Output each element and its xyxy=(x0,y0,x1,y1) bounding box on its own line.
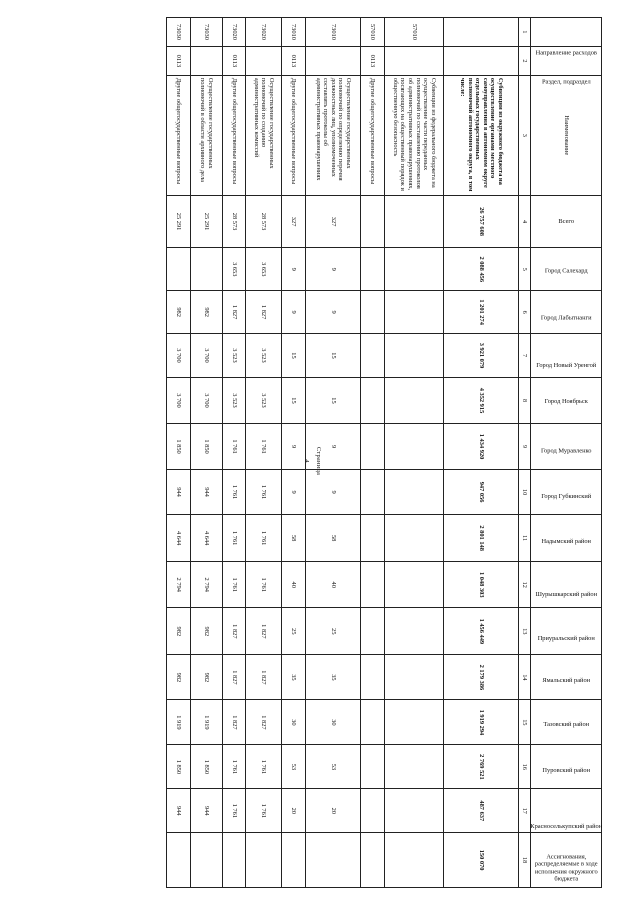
column-header-label: Город Салехард xyxy=(544,267,588,275)
amount-cell: 1 827 xyxy=(222,700,245,745)
amount-cell xyxy=(384,424,444,470)
column-header-12 xyxy=(531,562,602,608)
amount-cell: 25 291 xyxy=(167,195,191,248)
column-number: 16 xyxy=(519,745,531,789)
table-body xyxy=(167,18,519,888)
amount-cell: 20 xyxy=(305,789,360,833)
amount-cell: 9 xyxy=(305,424,360,470)
header-numbers-row xyxy=(519,18,531,888)
amount-cell: 1 761 xyxy=(222,562,245,608)
budget-table xyxy=(166,17,602,888)
amount-cell: 944 xyxy=(190,789,222,833)
amount-cell: 9 xyxy=(282,291,305,334)
amount-cell: 1 761 xyxy=(246,424,282,470)
column-header-18 xyxy=(531,833,602,888)
column-header-label: Раздел, подраздел xyxy=(541,78,591,86)
item-name-cell: Другие общегосударственные вопросы xyxy=(167,75,191,195)
expense-code-cell: 57010 xyxy=(361,18,384,47)
amount-cell: 1 761 xyxy=(222,470,245,515)
amount-cell xyxy=(384,655,444,700)
amount-cell: 1 827 xyxy=(246,291,282,334)
amount-cell: 327 xyxy=(305,195,360,248)
amount-cell: 40 xyxy=(282,562,305,608)
amount-cell: 4 644 xyxy=(190,515,222,562)
column-number: 10 xyxy=(519,470,531,515)
amount-cell: 35 xyxy=(305,655,360,700)
column-header-label: Ямальский район xyxy=(542,677,590,685)
column-header-label: Направление расходов xyxy=(535,49,597,57)
amount-cell xyxy=(222,833,245,888)
amount-cell: 53 xyxy=(282,745,305,789)
section-code-cell xyxy=(246,46,282,75)
amount-cell: 15 xyxy=(282,334,305,378)
table-row xyxy=(222,18,245,888)
amount-cell: 2 801 148 xyxy=(444,515,519,562)
amount-cell: 4 644 xyxy=(167,515,191,562)
amount-cell: 1 761 xyxy=(246,515,282,562)
amount-cell: 28 573 xyxy=(222,195,245,248)
amount-cell: 58 xyxy=(305,515,360,562)
column-header-3 xyxy=(531,75,602,195)
amount-cell: 9 xyxy=(282,424,305,470)
expense-code-cell: 73020 xyxy=(222,18,245,47)
amount-cell: 1 761 xyxy=(222,789,245,833)
amount-cell xyxy=(384,562,444,608)
column-header-6 xyxy=(531,291,602,334)
section-code-cell: 0113 xyxy=(361,46,384,75)
column-number: 17 xyxy=(519,789,531,833)
amount-cell xyxy=(361,424,384,470)
table-row xyxy=(361,18,384,888)
section-code-cell xyxy=(190,46,222,75)
column-number: 11 xyxy=(519,515,531,562)
amount-cell xyxy=(384,291,444,334)
column-header-label: Город Новый Уренгой xyxy=(536,362,597,370)
column-number: 4 xyxy=(519,195,531,248)
amount-cell xyxy=(361,700,384,745)
amount-cell: 944 xyxy=(190,470,222,515)
amount-cell: 9 xyxy=(305,291,360,334)
amount-cell: 25 xyxy=(282,608,305,655)
column-header-label: Надымский район xyxy=(541,538,591,546)
amount-cell: 1 761 xyxy=(246,470,282,515)
amount-cell: 1 827 xyxy=(222,291,245,334)
amount-cell xyxy=(361,789,384,833)
column-header-16 xyxy=(531,745,602,789)
amount-cell: 1 048 303 xyxy=(444,562,519,608)
amount-cell: 944 xyxy=(167,470,191,515)
column-number: 2 xyxy=(519,46,531,75)
expense-code-cell: 73010 xyxy=(305,18,360,47)
column-header-14 xyxy=(531,655,602,700)
amount-cell xyxy=(361,195,384,248)
column-number: 6 xyxy=(519,291,531,334)
amount-cell: 3 653 xyxy=(246,248,282,291)
table-row xyxy=(384,18,444,888)
column-header-1 xyxy=(531,18,602,57)
amount-cell xyxy=(361,745,384,789)
expense-code-cell xyxy=(444,18,519,47)
amount-cell: 2 794 xyxy=(190,562,222,608)
amount-cell xyxy=(361,291,384,334)
column-header-11 xyxy=(531,515,602,562)
table-header xyxy=(519,18,602,888)
column-header-8 xyxy=(531,377,602,423)
amount-cell: 1 201 274 xyxy=(444,291,519,334)
column-header-10 xyxy=(531,470,602,515)
page-number: Страница 4 xyxy=(303,446,322,476)
expense-code-cell: 73010 xyxy=(282,18,305,47)
amount-cell: 1 850 xyxy=(190,745,222,789)
amount-cell xyxy=(167,833,191,888)
amount-cell: 9 xyxy=(305,470,360,515)
amount-cell: 53 xyxy=(305,745,360,789)
amount-cell: 15 xyxy=(305,377,360,423)
column-header-label: Ассигнования, распределяемые в ходе исполнения окружного бюджета xyxy=(534,853,598,883)
amount-cell: 1 761 xyxy=(246,789,282,833)
amount-cell: 3 523 xyxy=(222,334,245,378)
amount-cell xyxy=(361,470,384,515)
amount-cell: 26 757 608 xyxy=(444,195,519,248)
amount-cell xyxy=(384,195,444,248)
amount-cell xyxy=(384,470,444,515)
column-header-label: Пуровский район xyxy=(542,767,590,775)
amount-cell xyxy=(167,248,191,291)
amount-cell: 1 850 xyxy=(167,424,191,470)
column-header-label: Приуральский район xyxy=(537,635,595,643)
amount-cell xyxy=(384,608,444,655)
column-header-4 xyxy=(531,195,602,248)
amount-cell: 982 xyxy=(190,608,222,655)
column-header-5 xyxy=(531,248,602,291)
amount-cell: 982 xyxy=(190,291,222,334)
amount-cell: 30 xyxy=(282,700,305,745)
table-row xyxy=(190,18,222,888)
amount-cell: 947 056 xyxy=(444,470,519,515)
amount-cell xyxy=(361,608,384,655)
column-number: 13 xyxy=(519,608,531,655)
item-name-cell: Осуществление государственных полномочий по созданию административных комиссий xyxy=(246,75,282,195)
column-number: 3 xyxy=(519,75,531,195)
column-header-label: Город Губкинский xyxy=(541,493,591,501)
column-header-label: Город Муравленко xyxy=(540,447,592,455)
amount-cell: 4 352 915 xyxy=(444,377,519,423)
amount-cell: 3 921 079 xyxy=(444,334,519,378)
amount-cell: 25 291 xyxy=(190,195,222,248)
column-number: 8 xyxy=(519,377,531,423)
amount-cell: 1 456 449 xyxy=(444,608,519,655)
column-number: 7 xyxy=(519,334,531,378)
column-number: 15 xyxy=(519,700,531,745)
column-number: 12 xyxy=(519,562,531,608)
amount-cell: 982 xyxy=(167,655,191,700)
column-header-label: Шурышкарский район xyxy=(535,591,597,599)
amount-cell: 3 700 xyxy=(167,334,191,378)
amount-cell: 15 xyxy=(282,377,305,423)
amount-cell xyxy=(384,515,444,562)
amount-cell: 2 769 521 xyxy=(444,745,519,789)
column-number: 1 xyxy=(519,18,531,47)
table-row xyxy=(444,18,519,888)
column-header-17 xyxy=(531,789,602,833)
amount-cell xyxy=(361,833,384,888)
amount-cell: 982 xyxy=(167,291,191,334)
amount-cell: 28 573 xyxy=(246,195,282,248)
section-code-cell: 0113 xyxy=(282,46,305,75)
section-code-cell: 0113 xyxy=(167,46,191,75)
amount-cell xyxy=(361,515,384,562)
column-header-label: Город Ноябрьск xyxy=(544,397,588,405)
table-row xyxy=(282,18,305,888)
amount-cell: 1 761 xyxy=(246,562,282,608)
amount-cell: 1 434 920 xyxy=(444,424,519,470)
amount-cell xyxy=(384,700,444,745)
amount-cell xyxy=(384,248,444,291)
amount-cell xyxy=(282,833,305,888)
amount-cell: 944 xyxy=(167,789,191,833)
amount-cell: 982 xyxy=(167,608,191,655)
amount-cell: 3 700 xyxy=(167,377,191,423)
column-header-label: Всего xyxy=(558,217,574,225)
amount-cell xyxy=(384,833,444,888)
amount-cell: 1 827 xyxy=(222,608,245,655)
amount-cell xyxy=(246,833,282,888)
amount-cell: 3 523 xyxy=(222,377,245,423)
column-number: 9 xyxy=(519,424,531,470)
amount-cell: 1 827 xyxy=(246,608,282,655)
amount-cell: 1 919 xyxy=(167,700,191,745)
amount-cell: 25 xyxy=(305,608,360,655)
amount-cell: 2 088 456 xyxy=(444,248,519,291)
amount-cell: 1 850 xyxy=(190,424,222,470)
amount-cell: 1 761 xyxy=(222,424,245,470)
amount-cell: 3 700 xyxy=(190,377,222,423)
amount-cell: 327 xyxy=(282,195,305,248)
column-header-label: Красноселькупский район xyxy=(530,823,602,831)
section-code-cell xyxy=(384,46,444,75)
amount-cell: 58 xyxy=(282,515,305,562)
amount-cell: 15 xyxy=(305,334,360,378)
amount-cell xyxy=(361,655,384,700)
amount-cell: 3 523 xyxy=(246,377,282,423)
column-header-15 xyxy=(531,700,602,745)
section-code-cell xyxy=(444,46,519,75)
item-name-cell: Субвенции из окружного бюджета на осуществление органами местного самоуправления в автономном округе отдельных государственных полномочий автономного округа, в том числе: xyxy=(444,75,519,195)
amount-cell xyxy=(384,745,444,789)
amount-cell xyxy=(384,334,444,378)
amount-cell xyxy=(384,789,444,833)
amount-cell: 30 xyxy=(305,700,360,745)
column-header-label: Город Лабытнанги xyxy=(540,314,592,322)
amount-cell xyxy=(361,334,384,378)
amount-cell: 487 637 xyxy=(444,789,519,833)
column-number: 5 xyxy=(519,248,531,291)
amount-cell: 1 919 xyxy=(190,700,222,745)
expense-code-cell: 57010 xyxy=(384,18,444,47)
item-name-cell: Осуществление государственных полномочий по определению перечня должностных лиц, уполномоченных составлять протоколы об административных правонарушениях xyxy=(305,75,360,195)
column-header-label: Тазовский район xyxy=(543,721,589,729)
column-number: 18 xyxy=(519,833,531,888)
expense-code-cell: 73020 xyxy=(246,18,282,47)
amount-cell: 1 827 xyxy=(222,655,245,700)
amount-cell: 982 xyxy=(190,655,222,700)
expense-code-cell: 73030 xyxy=(167,18,191,47)
amount-cell: 9 xyxy=(282,470,305,515)
amount-cell: 9 xyxy=(305,248,360,291)
amount-cell: 2 179 386 xyxy=(444,655,519,700)
header-labels-row xyxy=(531,18,602,888)
item-name-cell: Субвенции из федерального бюджета на осуществление части переданных полномочий по составлению протоколов об административных правонарушениях, посягающих на общественный порядок и общественную безопасность xyxy=(384,75,444,195)
amount-cell xyxy=(305,833,360,888)
amount-cell xyxy=(384,377,444,423)
item-name-cell: Другие общегосударственные вопросы xyxy=(361,75,384,195)
amount-cell: 1 761 xyxy=(222,515,245,562)
table-row xyxy=(167,18,191,888)
amount-cell xyxy=(190,833,222,888)
amount-cell: 150 070 xyxy=(444,833,519,888)
amount-cell xyxy=(190,248,222,291)
amount-cell: 1 850 xyxy=(167,745,191,789)
amount-cell: 35 xyxy=(282,655,305,700)
table-row xyxy=(246,18,282,888)
section-code-cell xyxy=(305,46,360,75)
rotated-table-container xyxy=(166,17,602,888)
column-header-7 xyxy=(531,334,602,378)
item-name-cell: Осуществление государственных полномочий в области архивного дела xyxy=(190,75,222,195)
amount-cell: 20 xyxy=(282,789,305,833)
amount-cell: 1 761 xyxy=(246,745,282,789)
amount-cell xyxy=(361,377,384,423)
expense-code-cell: 73030 xyxy=(190,18,222,47)
column-number: 14 xyxy=(519,655,531,700)
amount-cell: 2 794 xyxy=(167,562,191,608)
amount-cell: 3 523 xyxy=(246,334,282,378)
section-code-cell: 0113 xyxy=(222,46,245,75)
amount-cell: 3 700 xyxy=(190,334,222,378)
table-row xyxy=(305,18,360,888)
amount-cell xyxy=(361,562,384,608)
amount-cell: 1 919 294 xyxy=(444,700,519,745)
amount-cell: 1 827 xyxy=(246,700,282,745)
amount-cell: 9 xyxy=(282,248,305,291)
column-header-13 xyxy=(531,608,602,655)
amount-cell: 40 xyxy=(305,562,360,608)
amount-cell: 3 653 xyxy=(222,248,245,291)
amount-cell: 1 827 xyxy=(246,655,282,700)
amount-cell xyxy=(361,248,384,291)
amount-cell: 1 761 xyxy=(222,745,245,789)
column-header-label: Наименование xyxy=(562,115,570,156)
item-name-cell: Другие общегосударственные вопросы xyxy=(222,75,245,195)
item-name-cell: Другие общегосударственные вопросы xyxy=(282,75,305,195)
column-header-9 xyxy=(531,424,602,470)
